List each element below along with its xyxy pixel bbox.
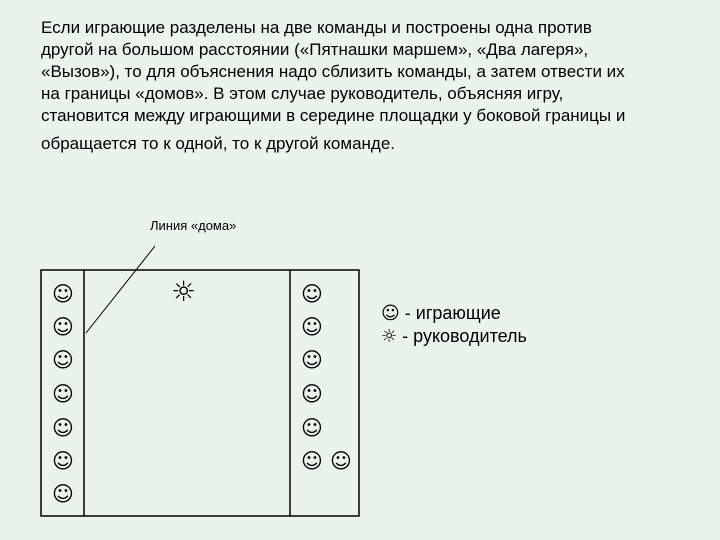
player-icon-right-3: ☺ bbox=[301, 348, 323, 372]
player-icon-right-6: ☺ bbox=[301, 449, 323, 473]
paragraph-line-2: другой на большом расстоянии («Пятнашки маршем», «Два лагеря», bbox=[41, 40, 589, 59]
home-line-caption: Линия «дома» bbox=[150, 218, 237, 233]
legend-leader-icon: ☼ bbox=[381, 326, 398, 347]
paragraph-line-5: становится между играющими в середине площадки у боковой границы и bbox=[41, 106, 626, 125]
caption-pointer-line bbox=[86, 246, 155, 333]
legend-players bbox=[381, 302, 501, 325]
player-icon-right-4: ☺ bbox=[301, 382, 323, 406]
paragraph-line-6: обращается то к одной, то к другой команде. bbox=[41, 134, 396, 153]
player-icon-left-2: ☺ bbox=[52, 315, 74, 339]
player-icon-left-7: ☺ bbox=[52, 482, 74, 506]
legend-player-icon: ☺ bbox=[381, 303, 400, 324]
legend-leader bbox=[381, 325, 527, 348]
paragraph-line-1: Если играющие разделены на две команды и построены одна против bbox=[41, 18, 592, 37]
leader-icon: ☼ bbox=[171, 275, 197, 308]
player-icon-left-4: ☺ bbox=[52, 382, 74, 406]
player-icon-right-1: ☺ bbox=[301, 282, 323, 306]
player-icon-right-7: ☺ bbox=[330, 449, 352, 473]
player-icon-right-5: ☺ bbox=[301, 416, 323, 440]
legend-leader-label: - руководитель bbox=[397, 326, 527, 346]
player-icon-left-6: ☺ bbox=[52, 449, 74, 473]
player-icon-left-5: ☺ bbox=[52, 416, 74, 440]
paragraph-line-4: на границы «домов». В этом случае руководитель, объясняя игру, bbox=[41, 84, 564, 103]
paragraph-line-3: «Вызов»), то для объяснения надо сблизить команды, а затем отвести их bbox=[41, 62, 625, 81]
player-icon-right-2: ☺ bbox=[301, 315, 323, 339]
player-icon-left-3: ☺ bbox=[52, 348, 74, 372]
player-icon-left-1: ☺ bbox=[52, 282, 74, 306]
legend-players-label: - играющие bbox=[399, 303, 501, 323]
